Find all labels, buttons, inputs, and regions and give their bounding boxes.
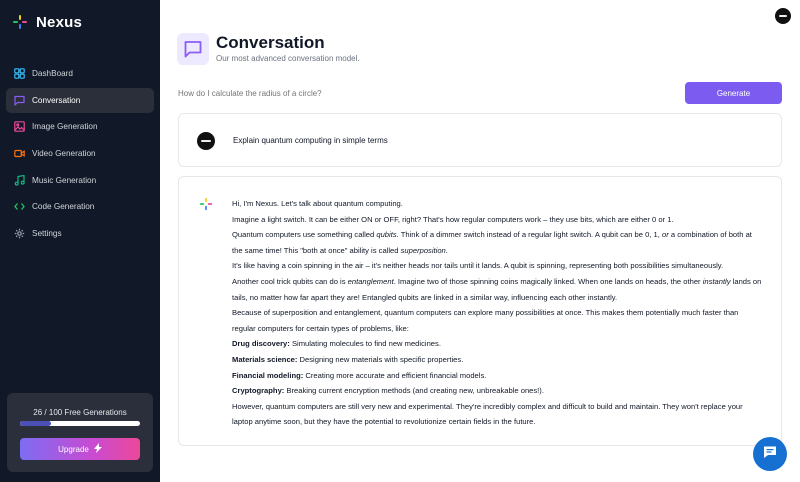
upgrade-label: Upgrade (58, 444, 89, 454)
generations-progress-fill (20, 421, 51, 426)
generations-progress-bar (20, 421, 140, 426)
bot-paragraph: Another cool trick qubits can do is entanglement. Imagine two of those spinning coins magically linked. When one lands on heads, the other instantly lands on tails, no matter how far apart they are! Entangled qubits are linked in a similar way, influencing each other instantly. (232, 276, 762, 302)
user-message-text: Explain quantum computing in simple terms (233, 136, 388, 145)
gear-icon (14, 228, 25, 239)
bot-paragraph: However, quantum computers are still very new and experimental. They're incredibly complex and difficult to build and maintain. They won't replace your laptop anytime soon, but they have the potential to revolutionize certain fields in the future. (232, 401, 743, 427)
sidebar-item-settings[interactable] (6, 221, 154, 246)
chat-icon (14, 95, 25, 106)
sidebar-item-image-generation[interactable] (6, 114, 154, 139)
sidebar-item-label: DashBoard (32, 69, 73, 78)
generate-button[interactable]: Generate (685, 82, 782, 104)
bot-list-item: Drug discovery: Simulating molecules to find new medicines. (232, 339, 441, 349)
dashboard-icon (14, 68, 25, 79)
sidebar-item-dashboard[interactable] (6, 61, 154, 86)
sidebar-item-label: Image Generation (32, 122, 98, 132)
sidebar-item-label: Code Generation (32, 202, 95, 212)
bot-message-card (178, 176, 782, 446)
sidebar-item-label: Video Generation (32, 149, 96, 159)
sidebar-item-label: Conversation (32, 95, 81, 105)
bot-paragraph: It's like having a coin spinning in the air – it's neither heads nor tails until it lands. A qubit is spinning, representing both possibilities simultaneously. (232, 261, 724, 271)
bot-paragraph: Imagine a light switch. It can be either ON or OFF, right? That's how regular computers work – they use bits, which are either 0 or 1. (232, 214, 674, 224)
chat-support-button[interactable] (753, 437, 787, 471)
bot-paragraph: Hi, I'm Nexus. Let's talk about quantum computing. (232, 199, 403, 208)
chat-icon (177, 33, 209, 65)
user-message-card (178, 113, 782, 167)
sidebar (0, 0, 160, 482)
bot-message-text (232, 196, 762, 430)
sidebar-item-video-generation[interactable] (6, 141, 154, 166)
free-generations-panel (7, 393, 153, 472)
image-icon (14, 121, 25, 132)
prompt-input[interactable] (178, 82, 678, 104)
video-icon (14, 148, 25, 159)
user-avatar[interactable] (775, 8, 791, 24)
page-subtitle: Our most advanced conversation model. (216, 54, 360, 63)
code-icon (14, 201, 25, 212)
bot-paragraph: Quantum computers use something called qubits. Think of a dimmer switch instead of a regular light switch. A qubit can be 0, 1, or a combination of both at the same time! This "both at once" ability is called superposition. (232, 230, 752, 255)
lightning-icon (94, 443, 102, 455)
sidebar-item-label: Settings (32, 229, 62, 239)
nexus-logo-icon (12, 14, 28, 30)
bot-list-item: Materials science: Designing new materials with specific properties. (232, 354, 464, 364)
music-icon (14, 175, 25, 186)
sidebar-item-music-generation[interactable] (6, 168, 154, 193)
sidebar-item-label: Music Generation (32, 175, 97, 185)
bot-list-item: Financial modeling: Creating more accurate and efficient financial models. (232, 370, 487, 380)
brand[interactable] (12, 12, 82, 32)
user-avatar (197, 132, 215, 150)
chat-bubble-icon (762, 444, 778, 465)
free-generations-counter: 26 / 100 Free Generations (33, 408, 127, 417)
upgrade-button[interactable] (20, 438, 140, 460)
sidebar-item-code-generation[interactable] (6, 194, 154, 219)
sidebar-item-conversation[interactable] (6, 88, 154, 113)
brand-name: Nexus (36, 13, 83, 31)
nexus-logo-icon (199, 197, 213, 211)
bot-list-item: Cryptography: Breaking current encryption methods (and creating new, unbreakable ones!). (232, 386, 544, 396)
sidebar-nav (6, 61, 154, 248)
bot-paragraph: Because of superposition and entanglement, quantum computers can explore many possibilities at once. This makes them potentially much faster than regular computers for certain types of problems, like: (232, 308, 739, 333)
page-title: Conversation (216, 33, 325, 52)
